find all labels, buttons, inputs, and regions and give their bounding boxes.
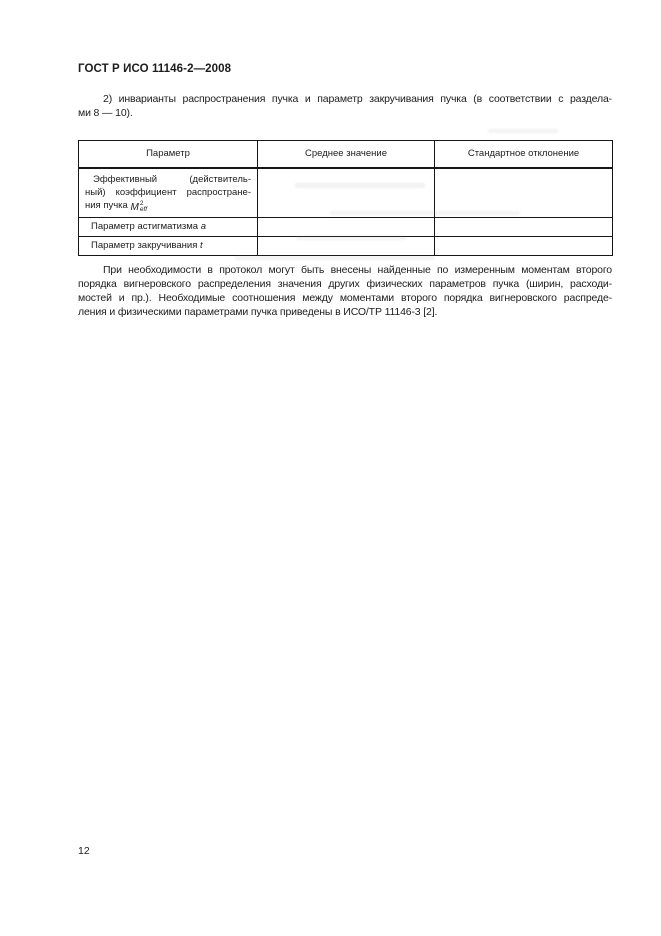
intro-paragraph: [78, 92, 612, 120]
astigmatism-symbol: a: [200, 220, 206, 232]
protocol-parameters-table: [78, 140, 613, 256]
mean-value-cell: [258, 217, 435, 236]
beam-propagation-ratio-symbol: M 2 eff: [130, 200, 148, 213]
scan-artifact: [488, 129, 558, 133]
mean-value-cell: [258, 168, 435, 218]
intro-line: 2) инварианты распространения пучка и параметр закручивания пучка (в соответствии с раздела-: [103, 93, 612, 105]
std-deviation-cell: [435, 217, 613, 236]
body-line: ления и физическими параметрами пучка приведены в ИСО/ТР 11146-3 [2].: [78, 306, 438, 318]
parameter-cell-twist: Параметр закручивания t: [79, 236, 258, 255]
parameter-cell-astigmatism: Параметр астигматизма a: [79, 217, 258, 236]
body-line: При необходимости в протокол могут быть внесены найденные по измеренным моментам второго: [103, 264, 612, 276]
running-header: ГОСТ Р ИСО 11146-2—2008: [78, 63, 232, 75]
column-header-mean-value: Среднее значение: [258, 141, 435, 168]
table-row: [79, 217, 613, 236]
page-number: 12: [78, 845, 90, 857]
column-header-parameter: Параметр: [79, 141, 258, 168]
mean-value-cell: [258, 236, 435, 255]
twist-symbol: t: [200, 239, 203, 251]
std-deviation-cell: [435, 236, 613, 255]
table-row: [79, 236, 613, 255]
scan-artifact: [235, 256, 435, 260]
body-line: порядка вигнеровского распределения значения других физических параметров пучка (ширин, расходи-: [78, 278, 612, 290]
std-deviation-cell: [435, 168, 613, 218]
column-header-std-deviation: Стандартное отклонение: [435, 141, 613, 168]
body-line: мостей и пр.). Необходимые соотношения между моментами второго порядка вигнеровского распреде-: [78, 292, 612, 304]
table-header-row: [79, 141, 613, 168]
body-paragraph: [78, 263, 612, 319]
intro-line: ми 8 — 10).: [78, 107, 133, 119]
parameter-cell-m-eff: Эффективный (действитель- ный) коэффициент распростране- ния пучка M 2 eff: [79, 168, 258, 218]
table-row: [79, 168, 613, 218]
